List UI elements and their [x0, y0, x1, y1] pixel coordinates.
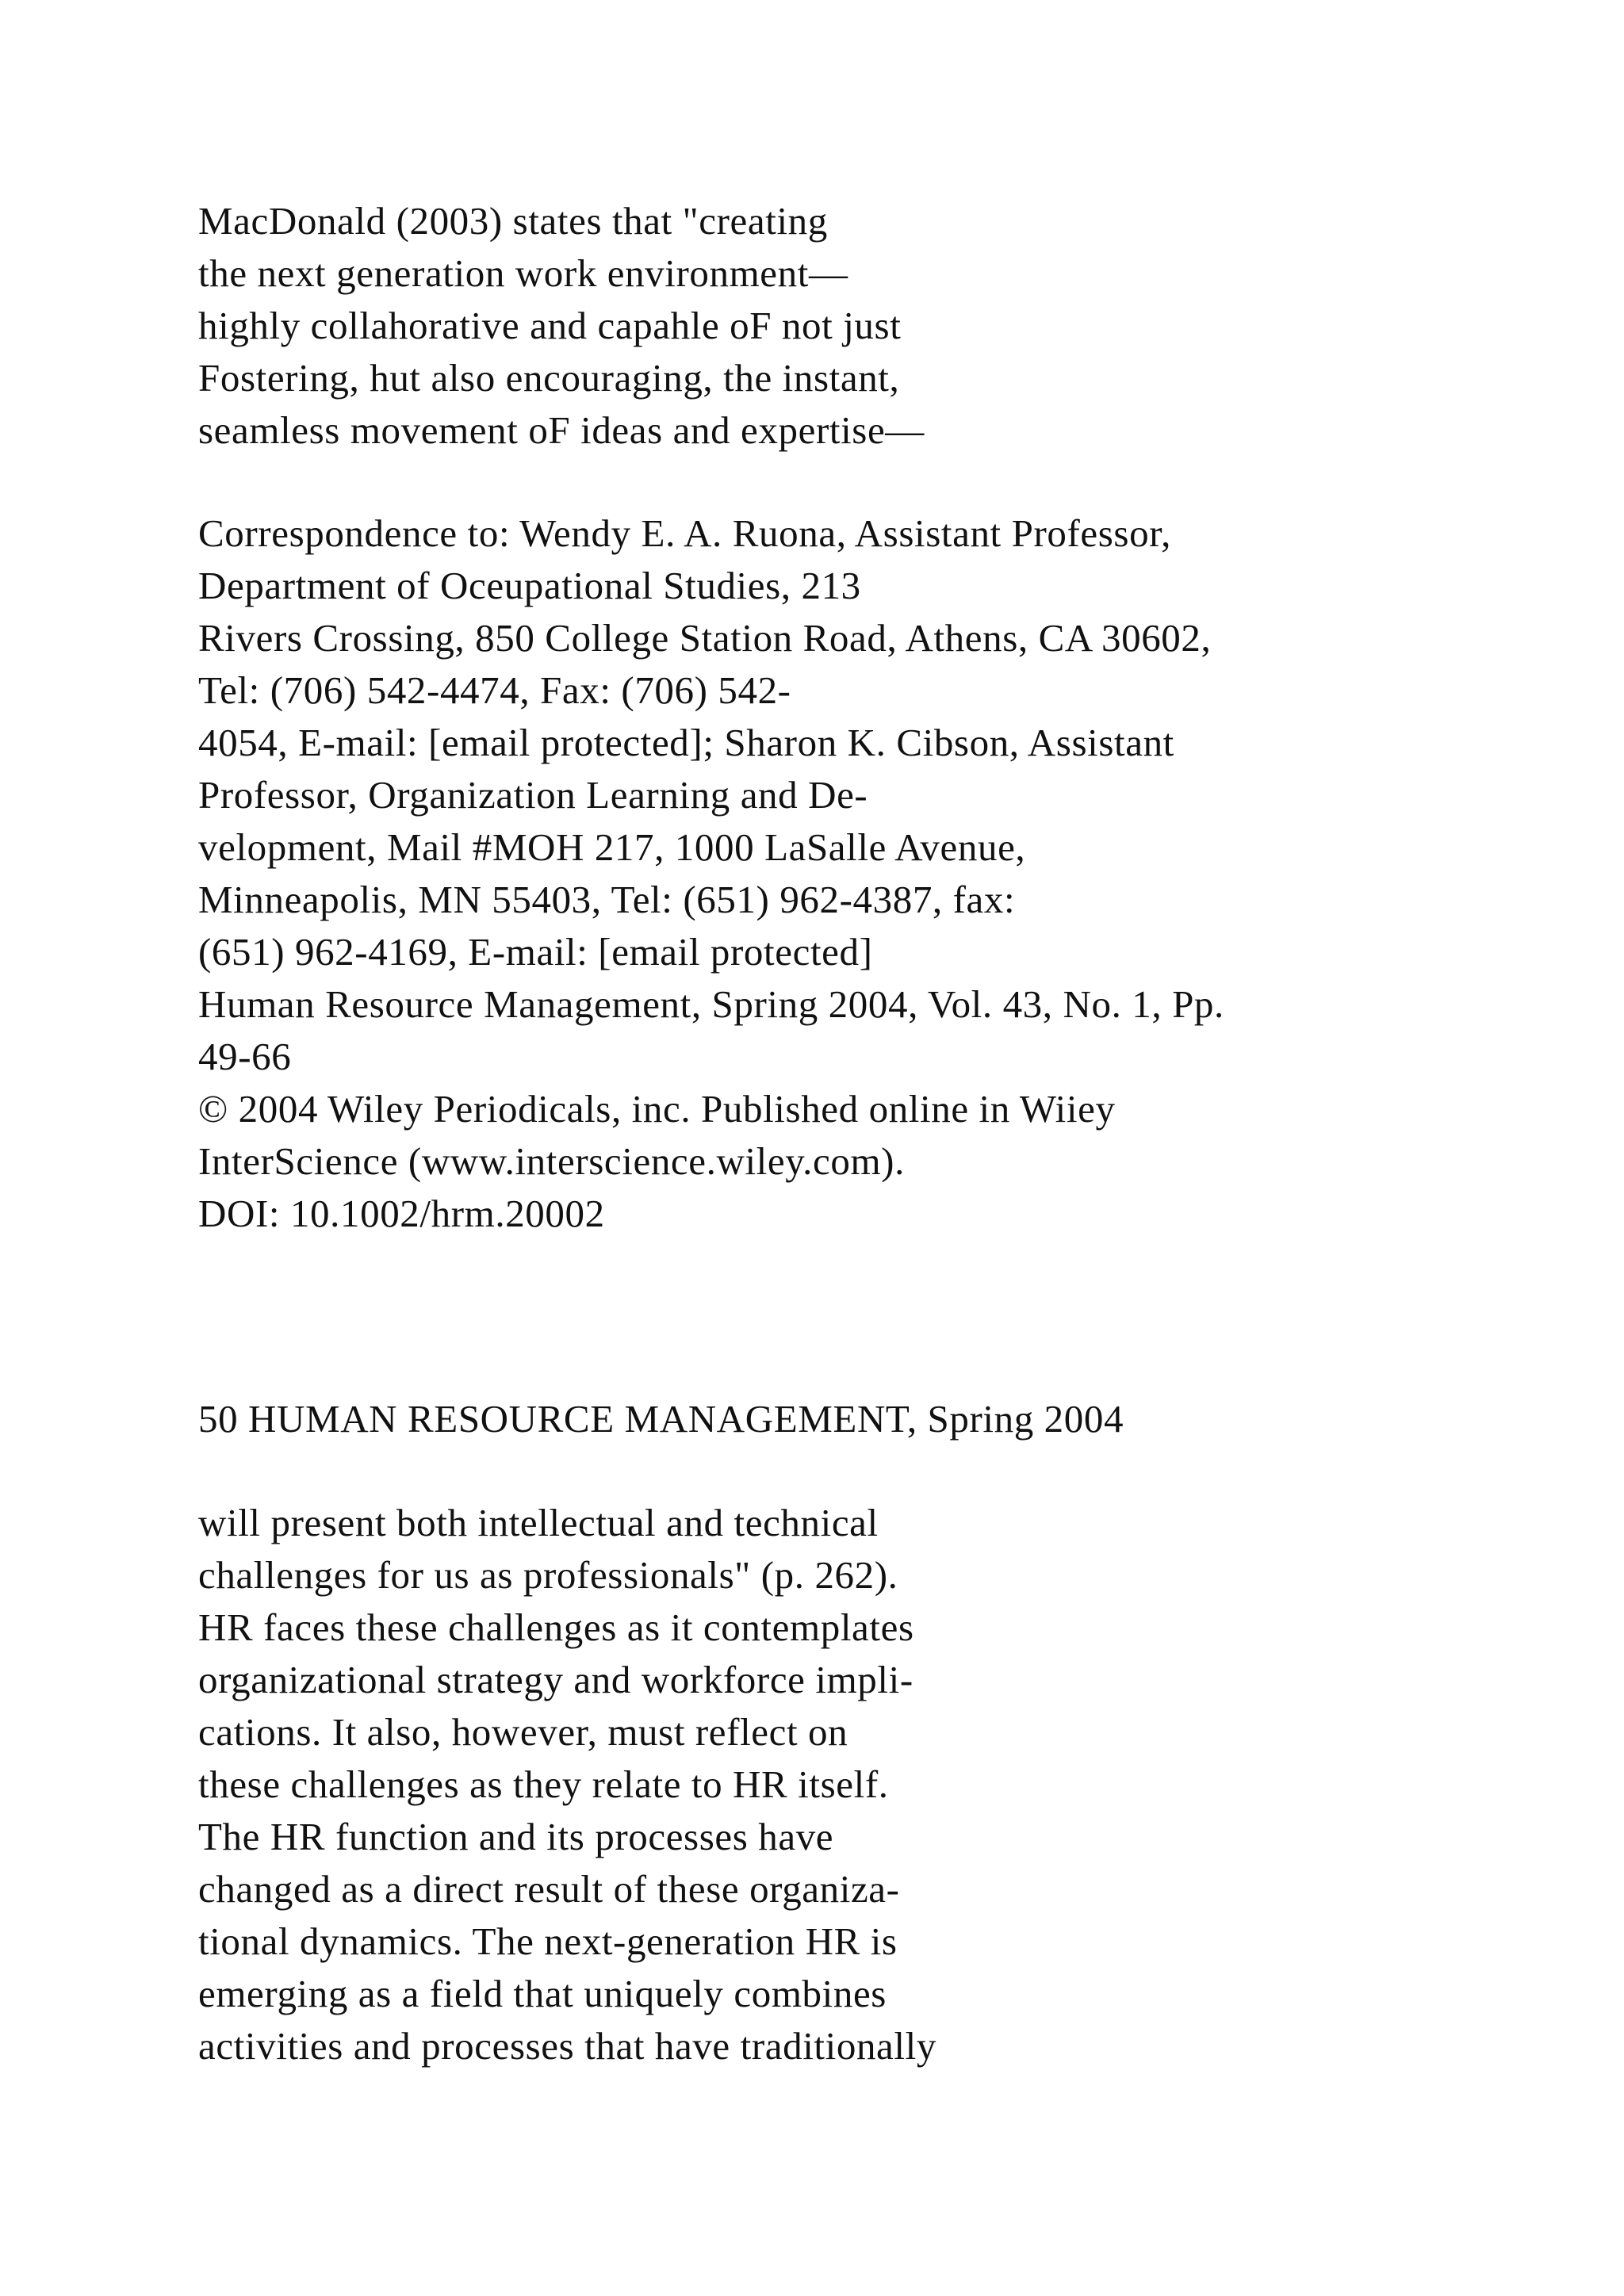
text-line: velopment, Mail #MOH 217, 1000 LaSalle Avenue, [198, 825, 1026, 869]
running-header [198, 1393, 1562, 1445]
text-line: activities and processes that have traditionally [198, 2024, 936, 2068]
text-line: changed as a direct result of these organiza- [198, 1867, 900, 1911]
text-line: Department of Oceupational Studies, 213 [198, 564, 861, 607]
text-line: Professor, Organization Learning and De- [198, 773, 868, 817]
running-header-text: 50 HUMAN RESOURCE MANAGEMENT, Spring 2004 [198, 1397, 1124, 1441]
text-line: InterScience (www.interscience.wiley.com). [198, 1139, 905, 1183]
text-line: 49-66 [198, 1035, 292, 1078]
text-line: © 2004 Wiley Periodicals, inc. Published online in Wiiey [198, 1087, 1116, 1131]
text-line: The HR function and its processes have [198, 1815, 834, 1858]
text-line: seamless movement oF ideas and expertise— [198, 408, 925, 452]
text-line: MacDonald (2003) states that "creating [198, 199, 828, 243]
text-line: (651) 962-4169, E-mail: [email protected] [198, 930, 873, 974]
text-line: these challenges as they relate to HR itself. [198, 1762, 889, 1806]
body-paragraph [198, 1497, 1562, 2072]
text-line: organizational strategy and workforce impli- [198, 1658, 914, 1701]
text-line: challenges for us as professionals" (p. 262). [198, 1553, 898, 1597]
text-line: Minneapolis, MN 55403, Tel: (651) 962-4387, fax: [198, 878, 1016, 921]
text-line: Tel: (706) 542-4474, Fax: (706) 542- [198, 668, 791, 712]
text-line: emerging as a field that uniquely combines [198, 1972, 887, 2015]
text-line: 4054, E-mail: [email protected]; Sharon K. Cibson, Assistant [198, 721, 1174, 764]
text-line: will present both intellectual and technical [198, 1501, 879, 1544]
text-line: the next generation work environment— [198, 251, 848, 295]
correspondence-footnote [198, 507, 1562, 1240]
text-line: Correspondence to: Wendy E. A. Ruona, Assistant Professor, [198, 511, 1171, 555]
text-line: highly collahorative and capahle oF not just [198, 304, 902, 347]
text-line: tional dynamics. The next-generation HR is [198, 1919, 898, 1963]
quote-paragraph [198, 195, 1562, 457]
text-line: cations. It also, however, must reflect on [198, 1710, 848, 1754]
text-line: DOI: 10.1002/hrm.20002 [198, 1192, 605, 1235]
text-line: Fostering, hut also encouraging, the instant, [198, 356, 900, 400]
text-line: Human Resource Management, Spring 2004, Vol. 43, No. 1, Pp. [198, 982, 1224, 1026]
text-line: HR faces these challenges as it contemplates [198, 1605, 914, 1649]
text-line: Rivers Crossing, 850 College Station Road, Athens, CA 30602, [198, 616, 1212, 660]
